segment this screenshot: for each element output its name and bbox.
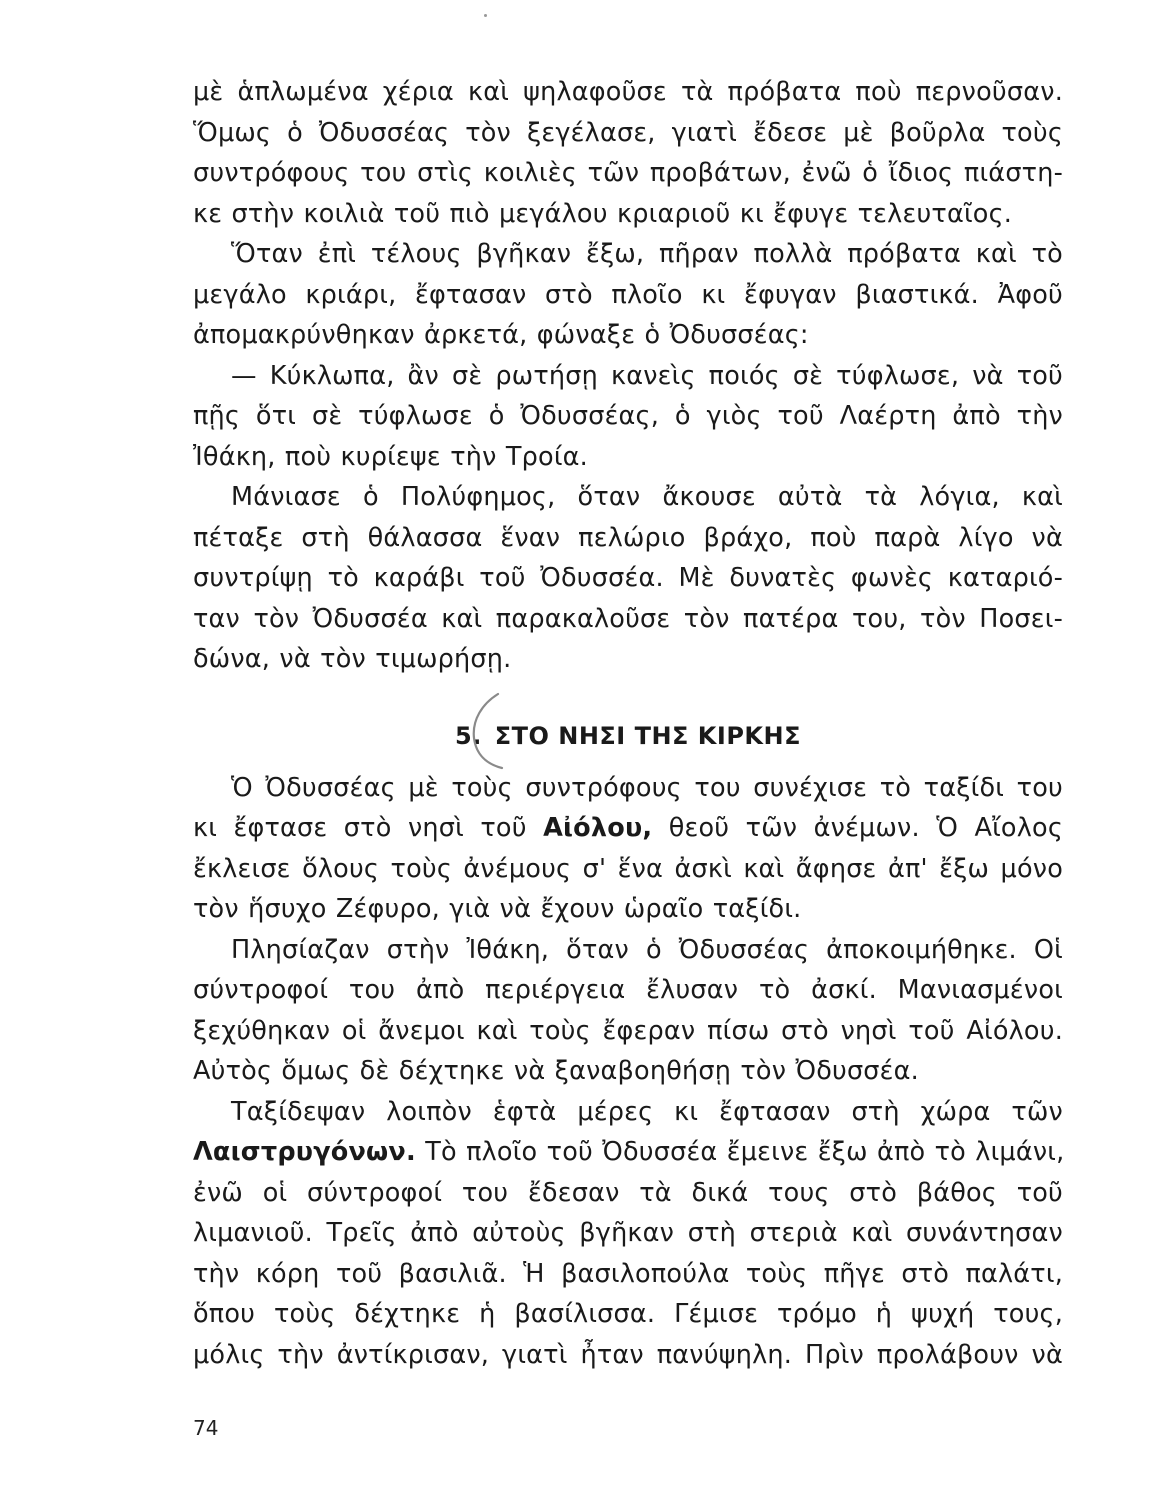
text-line: μόλις τὴν ἀντίκρισαν, γιατὶ ἦταν πανύψηλη. Πρὶν προλάβουν νὰ bbox=[193, 1339, 1063, 1370]
text-line: πῇς ὅτι σὲ τύφλωσε ὁ Ὀδυσσέας, ὁ γιὸς τοῦ Λαέρτη ἀπὸ τὴν bbox=[193, 401, 1063, 431]
text-line: Ὁ Ὀδυσσέας μὲ τοὺς συντρόφους του συνέχισε τὸ ταξίδι του bbox=[231, 772, 1063, 803]
text-line: τὸν ἥσυχο Ζέφυρο, γιὰ νὰ ἔχουν ὡραῖο ταξίδι. bbox=[193, 894, 802, 924]
text-line: κε στὴν κοιλιὰ τοῦ πιὸ μεγάλου κριαριοῦ κι ἔφυγε τελευταῖος. bbox=[193, 198, 1013, 229]
text-line: σύντροφοί του ἀπὸ περιέργεια ἔλυσαν τὸ ἀσκί. Μανιασμένοι bbox=[193, 975, 1063, 1005]
text-line: τὴν κόρη τοῦ βασιλιᾶ. Ἡ βασιλοπούλα τοὺς πῆγε στὸ παλάτι, bbox=[193, 1258, 1063, 1289]
text-span: Τὸ πλοῖο τοῦ Ὀδυσσέα ἔμεινε ἔξω ἀπὸ τὸ λιμάνι, bbox=[425, 1137, 1065, 1167]
text-line: Αὐτὸς ὅμως δὲ δέχτηκε νὰ ξαναβοηθήσῃ τὸν Ὀδυσσέα. bbox=[193, 1056, 919, 1086]
text-line: λιμανιοῦ. Τρεῖς ἀπὸ αὐτοὺς βγῆκαν στὴ στεριὰ καὶ συνάντησαν bbox=[193, 1218, 1063, 1248]
text-line: δώνα, νὰ τὸν τιμωρήσῃ. bbox=[193, 644, 512, 674]
bold-name-laistrygones: Λαιστρυγόνων. bbox=[193, 1137, 416, 1167]
text-line: συντρίψῃ τὸ καράβι τοῦ Ὀδυσσέα. Μὲ δυνατὲς φωνὲς καταριό- bbox=[193, 563, 1063, 593]
text-line: Μάνιασε ὁ Πολύφημος, ὅταν ἄκουσε αὐτὰ τὰ λόγια, καὶ bbox=[231, 482, 1063, 512]
text-line: Ὅμως ὁ Ὀδυσσέας τὸν ξεγέλασε, γιατὶ ἔδεσε μὲ βοῦρλα τοὺς bbox=[193, 117, 1063, 148]
text-line: ἔκλεισε ὅλους τοὺς ἀνέμους σ' ἕνα ἀσκὶ καὶ ἄφησε ἀπ' ἔξω μόνο bbox=[193, 853, 1063, 884]
text-line: μὲ ἁπλωμένα χέρια καὶ ψηλαφοῦσε τὰ πρόβατα ποὺ περνοῦσαν. bbox=[193, 77, 1063, 107]
text-line: — Κύκλωπα, ἂν σὲ ρωτήσῃ κανεὶς ποιός σὲ τύφλωσε, νὰ τοῦ bbox=[231, 360, 1063, 391]
scan-speck bbox=[484, 14, 487, 17]
text-line: ἀπομακρύνθηκαν ἀρκετά, φώναξε ὁ Ὀδυσσέας: bbox=[193, 320, 809, 350]
chapter-title: ΣΤΟ ΝΗΣΙ ΤΗΣ ΚΙΡΚΗΣ bbox=[494, 721, 801, 750]
text-line bbox=[193, 808, 1063, 849]
text-line: ὅπου τοὺς δέχτηκε ἡ βασίλισσα. Γέμισε τρόμο ἡ ψυχή τους, bbox=[193, 1299, 1063, 1329]
text-line: πέταξε στὴ θάλασσα ἕναν πελώριο βράχο, ποὺ παρὰ λίγο νὰ bbox=[193, 522, 1063, 553]
pencil-bracket-mark bbox=[466, 690, 506, 772]
page-number: 74 bbox=[193, 1416, 219, 1440]
text-line: Πλησίαζαν στὴν Ἰθάκη, ὅταν ὁ Ὀδυσσέας ἀποκοιμήθηκε. Οἱ bbox=[231, 934, 1063, 965]
text-line: Ἰθάκη, ποὺ κυρίεψε τὴν Τροία. bbox=[193, 441, 588, 472]
text-line: Ὅταν ἐπὶ τέλους βγῆκαν ἔξω, πῆραν πολλὰ πρόβατα καὶ τὸ bbox=[231, 239, 1063, 269]
text-line: ἐνῶ οἱ σύντροφοί του ἔδεσαν τὰ δικά τους στὸ βάθος τοῦ bbox=[193, 1177, 1063, 1208]
text-span: κι ἔφτασε στὸ νησὶ τοῦ bbox=[193, 813, 527, 843]
text-line: μεγάλο κριάρι, ἔφτασαν στὸ πλοῖο κι ἔφυγαν βιαστικά. Ἀφοῦ bbox=[193, 279, 1063, 310]
chapter-heading bbox=[193, 714, 1063, 758]
chapter-number: 5. bbox=[455, 721, 482, 750]
text-line bbox=[193, 1132, 1063, 1173]
page-text bbox=[193, 72, 1063, 1375]
text-line: Ταξίδεψαν λοιπὸν ἑφτὰ μέρες κι ἔφτασαν στὴ χώρα τῶν bbox=[231, 1096, 1063, 1127]
text-line: συντρόφους του στὶς κοιλιὲς τῶν προβάτων, ἐνῶ ὁ ἴδιος πιάστη- bbox=[193, 158, 1063, 188]
text-line: ξεχύθηκαν οἱ ἄνεμοι καὶ τοὺς ἔφεραν πίσω στὸ νησὶ τοῦ Αἰόλου. bbox=[193, 1015, 1063, 1046]
bold-name-aiolos: Αἰόλου, bbox=[543, 813, 653, 843]
text-line: ταν τὸν Ὀδυσσέα καὶ παρακαλοῦσε τὸν πατέρα του, τὸν Ποσει- bbox=[193, 603, 1063, 634]
text-span: θεοῦ τῶν ἀνέμων. Ὁ Αἴολος bbox=[668, 813, 1063, 843]
